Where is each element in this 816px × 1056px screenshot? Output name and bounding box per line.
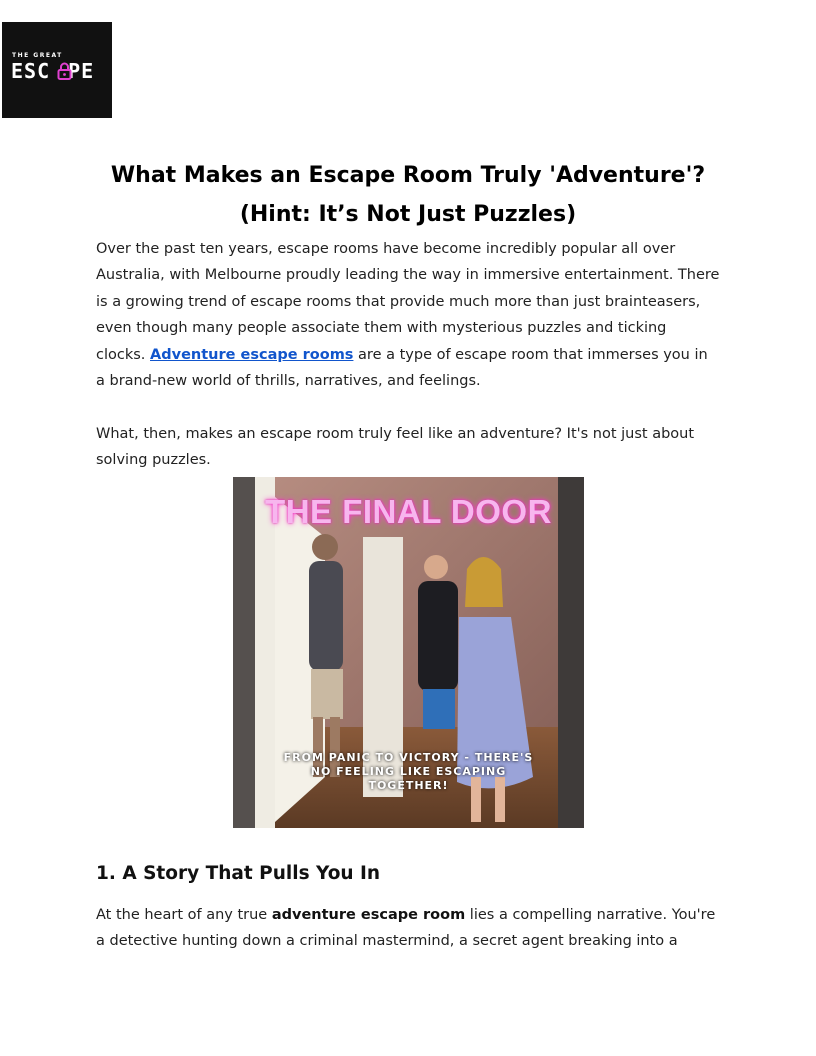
story-paragraph — [96, 902, 720, 955]
logo-wordmark-right: PE — [68, 59, 95, 83]
photo-title: THE FINAL DOOR — [265, 493, 552, 530]
story-text-start: At the heart of any true — [96, 907, 272, 923]
article-photo — [233, 477, 584, 828]
story-text-bold: adventure escape room — [271, 907, 466, 923]
logo-small-text: THE GREAT — [12, 52, 63, 59]
intro-text-end: are a type of escape room that immerses you in a brand-new world of thrills, narratives, and feelings. — [96, 346, 708, 390]
article-title — [96, 156, 720, 234]
brand-logo — [2, 22, 112, 118]
story-text-end: lies a compelling narrative. You're a detective hunting down a criminal mastermind, a secret agent breaking into a — [96, 907, 716, 950]
logo-wordmark-left: ESC — [11, 59, 51, 83]
question-paragraph: What, then, makes an escape room truly feel like an adventure? It's not just about solving puzzles. — [96, 426, 695, 469]
photo-caption: FROM PANIC TO VICTORY - THERE'S NO FEELING LIKE ESCAPING TOGETHER! — [283, 751, 534, 792]
padlock-icon — [57, 62, 72, 80]
article-title-line2: (Hint: It’s Not Just Puzzles) — [239, 202, 577, 227]
logo-wordmark — [11, 59, 94, 83]
intro-text-start: Over the past ten years, escape rooms have become incredibly popular all over Australia, with Melbourne proudly leading the way in immersive entertainment. There is a growing trend of escape rooms that provide much more than just brainteasers, even though many people associate them with mysterious puzzles and ticking clocks. — [96, 241, 720, 363]
section-heading: 1. A Story That Pulls You In — [96, 863, 381, 884]
intro-paragraph — [96, 236, 720, 394]
article-title-line1: What Makes an Escape Room Truly 'Adventure'? — [110, 163, 706, 188]
adventure-escape-rooms-link[interactable]: Adventure escape rooms — [150, 346, 354, 363]
